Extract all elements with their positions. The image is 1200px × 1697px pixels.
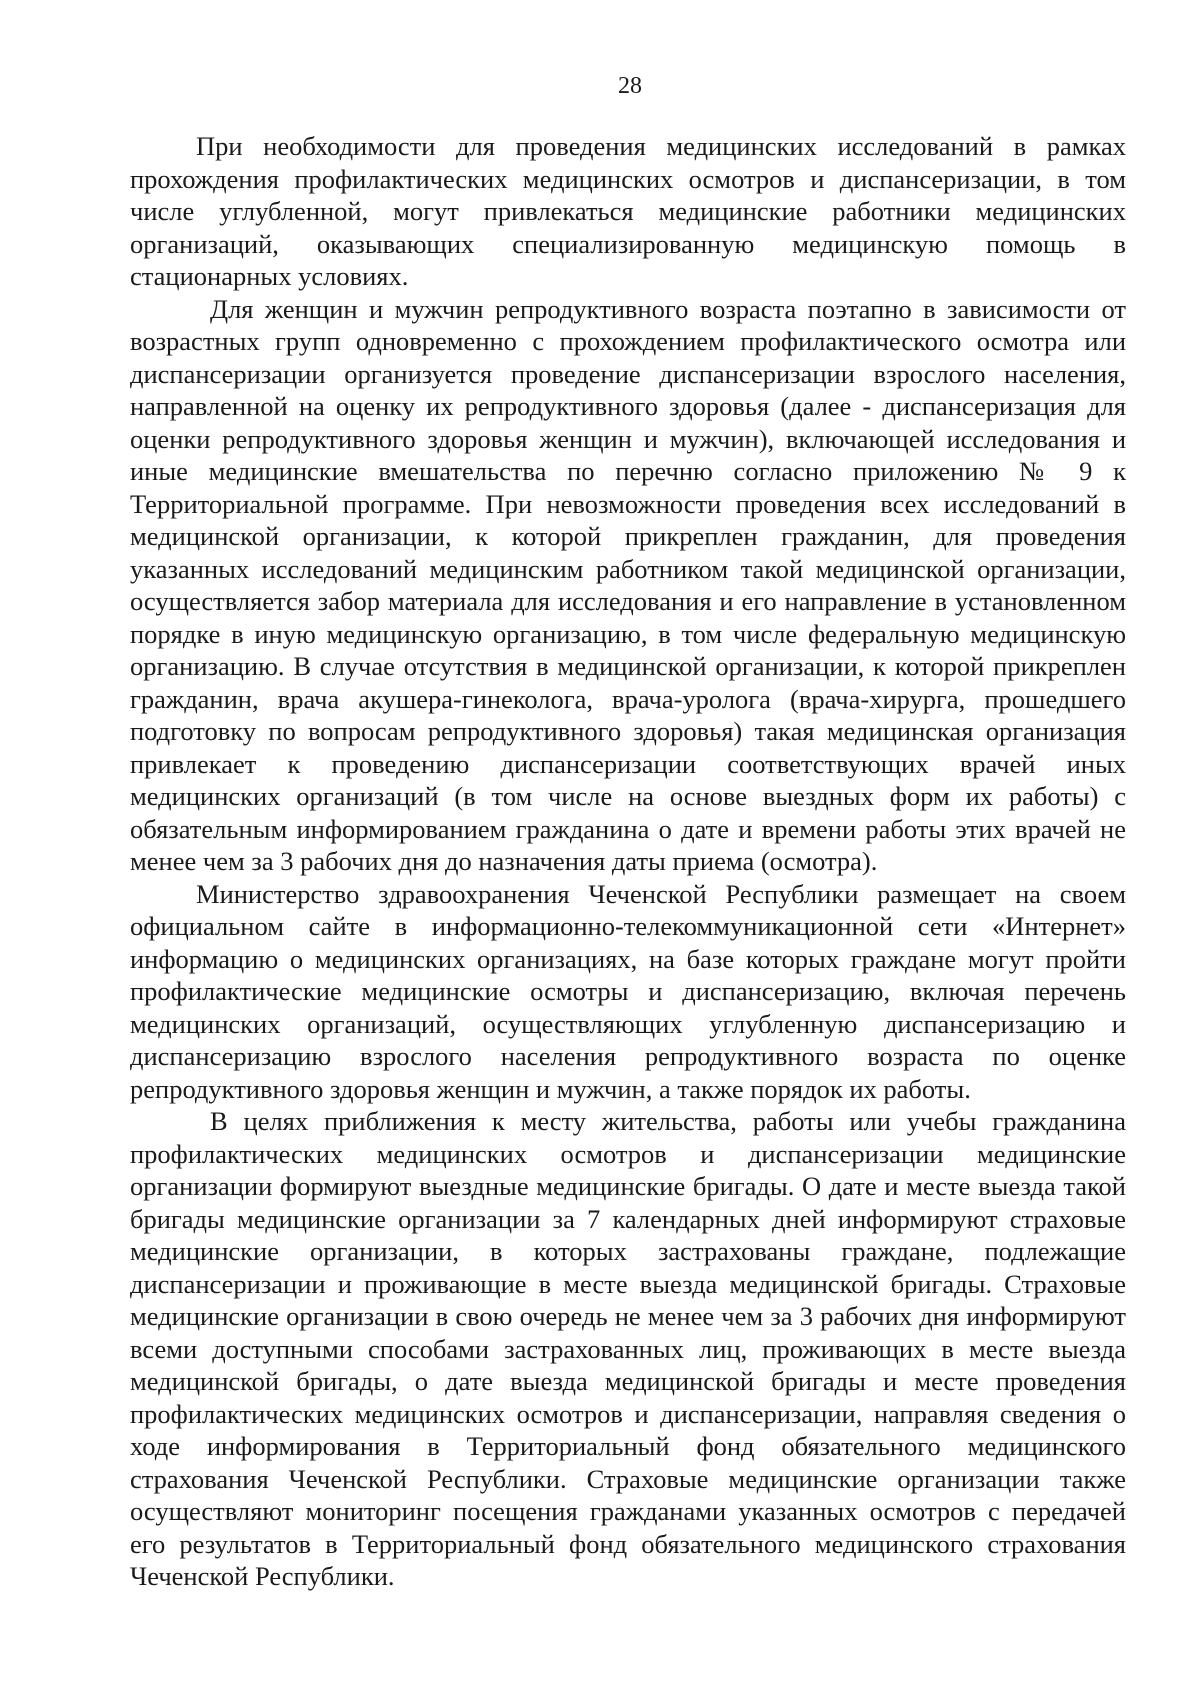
paragraph-medical-workers: При необходимости для проведения медицинских исследований в рамках прохождения профилактических медицинских осмотров и диспансеризации, в том числе углубленной, могут привлекаться медицинские работники медицинских организаций, оказывающих специализированную медицинскую помощь в стационарных условиях. bbox=[130, 131, 1126, 291]
document-body bbox=[130, 130, 1126, 1593]
paragraph-reproductive-health: Для женщин и мужчин репродуктивного возраста поэтапно в зависимости от возрастных групп одновременно с прохождением профилактического осмотра или диспансеризации организуется проведение диспансеризации взрослого населения, направленной на оценку их репродуктивного здоровья (далее - диспансеризация для оценки репродуктивного здоровья женщин и мужчин), включающей исследования и иные медицинские вмешательства по перечню согласно приложению № 9 к Территориальной программе. При невозможности проведения всех исследований в медицинской организации, к которой прикреплен гражданин, для проведения указанных исследований медицинским работником такой медицинской организации, осуществляется забор материала для исследования и его направление в установленном порядке в иную медицинскую организацию, в том числе федеральную медицинскую организацию. В случае отсутствия в медицинской организации, к которой прикреплен гражданин, врача акушера-гинеколога, врача-уролога (врача-хирурга, прошедшего подготовку по вопросам репродуктивного здоровья) такая медицинская организация привлекает к проведению диспансеризации соответствующих врачей иных медицинских организаций (в том числе на основе выездных форм их работы) с обязательным информированием гражданина о дате и времени работы этих врачей не менее чем за 3 рабочих дня до назначения даты приема (осмотра). bbox=[130, 293, 1126, 876]
paragraph-ministry-website: Министерство здравоохранения Чеченской Республики размещает на своем официальном сайте в информационно-телекоммуникационной сети «Интернет» информацию о медицинских организациях, на базе которых граждане могут пройти профилактические медицинские осмотры и диспансеризацию, включая перечень медицинских организаций, осуществляющих углубленную диспансеризацию и диспансеризацию взрослого населения репродуктивного возраста по оценке репродуктивного здоровья женщин и мужчин, а также порядок их работы. bbox=[130, 878, 1126, 1104]
paragraph-mobile-brigades: В целях приближения к месту жительства, работы или учебы гражданина профилактических медицинских осмотров и диспансеризации медицинские организации формируют выездные медицинские бригады. О дате и месте выезда такой бригады медицинские организации за 7 календарных дней информируют страховые медицинские организации, в которых застрахованы граждане, подлежащие диспансеризации и проживающие в месте выезда медицинской бригады. Страховые медицинские организации в свою очередь не менее чем за 3 рабочих дня информируют всеми доступными способами застрахованных лиц, проживающих в месте выезда медицинской бригады, о дате выезда медицинской бригады и месте проведения профилактических медицинских осмотров и диспансеризации, направляя сведения о ходе информирования в Территориальный фонд обязательного медицинского страхования Чеченской Республики. Страховые медицинские организации также осуществляют мониторинг посещения гражданами указанных осмотров с передачей его результатов в Территориальный фонд обязательного медицинского страхования Чеченской Республики. bbox=[130, 1106, 1126, 1591]
page-number: 28 bbox=[618, 73, 642, 99]
